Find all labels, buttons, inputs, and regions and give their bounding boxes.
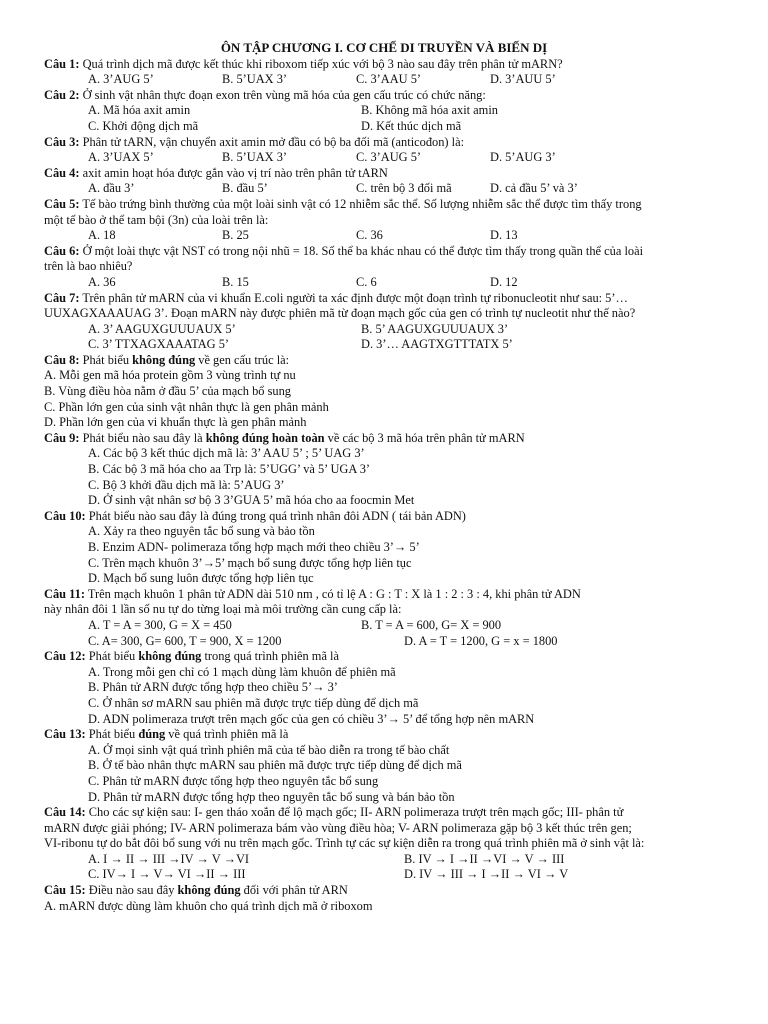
question-text: Phát biểu bbox=[79, 352, 133, 367]
question-label: Câu 5: bbox=[44, 196, 80, 211]
question-14-continued: mARN được giải phóng; IV- ARN polimeraza bám vào vùng điều hòa; V- ARN polimeraza gặp bộ 3 kết thúc trên gen; bbox=[44, 820, 632, 835]
page-title: ÔN TẬP CHƯƠNG I. CƠ CHẾ DI TRUYỀN VÀ BIẾN DỊ bbox=[220, 40, 548, 55]
question-2 bbox=[44, 88, 724, 104]
option-b: B. T = A = 600, G= X = 900 bbox=[361, 617, 502, 632]
question-13 bbox=[44, 727, 724, 743]
question-label: Câu 7: bbox=[44, 290, 80, 305]
question-label: Câu 12: bbox=[44, 649, 86, 664]
question-text: Ở sinh vật nhân thực đoạn exon trên vùng mã hóa của gen cấu trúc có chức năng: bbox=[79, 87, 486, 102]
option-a: A. 3’UAX 5’ bbox=[88, 150, 154, 165]
option-d: D. Kết thúc dịch mã bbox=[361, 118, 462, 133]
option-a: A. mARN được dùng làm khuôn cho quá trình dịch mã ở riboxom bbox=[44, 898, 373, 913]
option-b: B. Enzim ADN- polimeraza tổng hợp mạch mới theo chiều 3’→ 5’ bbox=[88, 540, 420, 554]
emphasis-text: không đúng bbox=[132, 352, 196, 367]
question-label: Câu 9: bbox=[44, 430, 80, 445]
question-text: axit amin hoạt hóa được gắn vào vị trí nào trên phân tử tARN bbox=[79, 165, 388, 180]
option-d: D. 3’AUU 5’ bbox=[490, 72, 556, 87]
question-4 bbox=[44, 166, 724, 182]
option-b: B. 15 bbox=[222, 274, 249, 289]
options-row bbox=[44, 867, 724, 883]
options-row bbox=[44, 852, 724, 868]
option-a: A. Mỗi gen mã hóa protein gồm 3 vùng trình tự nu bbox=[44, 368, 296, 383]
emphasis-text: không đúng bbox=[177, 883, 241, 898]
option-a: A. Trong mỗi gen chỉ có 1 mạch dùng làm khuôn để phiên mã bbox=[88, 664, 396, 679]
emphasis-text: không đúng bbox=[138, 649, 202, 664]
question-text: Quá trình dịch mã được kết thúc khi riboxom tiếp xúc với bộ 3 nào sau đây trên phân tử mARN? bbox=[79, 56, 563, 71]
question-7-continued: UUXAGXAAAUAG 3’. Đoạn mARN này được phiên mã từ đoạn mạch gốc của gen có trình tự nucleotit như thế nào? bbox=[44, 306, 636, 321]
question-14 bbox=[44, 805, 724, 821]
option-c: C. Ở nhân sơ mARN sau phiên mã được trực tiếp dùng để dịch mã bbox=[88, 695, 419, 710]
option-d: D. IV → III → I →II → VI → V bbox=[404, 867, 569, 882]
option-c: C. Phân tử mARN được tổng hợp theo nguyên tắc bổ sung bbox=[88, 773, 379, 788]
option-a: A. I → II → III →IV → V →VI bbox=[88, 851, 250, 866]
option-d: D. ADN polimeraza trượt trên mạch gốc của gen có chiều 3’→ 5’ để tổng hợp nên mARN bbox=[88, 711, 535, 726]
option-d: D. Mạch bổ sung luôn được tổng hợp liên tục bbox=[88, 571, 314, 586]
question-label: Câu 2: bbox=[44, 87, 80, 102]
question-text: trong quá trình phiên mã là bbox=[201, 649, 339, 664]
question-label: Câu 8: bbox=[44, 352, 80, 367]
option-a: A. đầu 3’ bbox=[88, 181, 135, 196]
question-label: Câu 3: bbox=[44, 134, 80, 149]
question-label: Câu 10: bbox=[44, 508, 86, 523]
option-b: B. đầu 5’ bbox=[222, 181, 268, 196]
option-c: C. 3’AUG 5’ bbox=[356, 150, 422, 165]
question-text: Phát biểu nào sau đây là bbox=[79, 430, 206, 445]
question-1 bbox=[44, 57, 724, 73]
option-d: D. 5’AUG 3’ bbox=[490, 150, 556, 165]
question-label: Câu 1: bbox=[44, 56, 80, 71]
option-a: A. 18 bbox=[88, 228, 116, 243]
question-text: Trên mạch khuôn 1 phân tử ADN dài 510 nm , có tỉ lệ A : G : T : X là 1 : 2 : 3 : 4, khi phân tử ADN bbox=[84, 586, 581, 601]
option-a: A. 3’AUG 5’ bbox=[88, 72, 154, 87]
question-label: Câu 4: bbox=[44, 165, 80, 180]
question-text: Ở một loài thực vật NST có trong nội nhũ = 18. Số thể ba khác nhau có thể được tìm thấy trong quần thể của loài bbox=[79, 243, 644, 258]
question-5-continued: một tế bào ở thể tam bội (3n) của loài trên là: bbox=[44, 212, 269, 227]
option-d: D. Phần lớn gen của vi khuẩn thực là gen phân mảnh bbox=[44, 415, 307, 430]
option-b: B. Ở tế bào nhân thực mARN sau phiên mã được trực tiếp dùng để dịch mã bbox=[88, 758, 462, 773]
option-c: C. Bộ 3 khởi đầu dịch mã là: 5’AUG 3’ bbox=[88, 477, 285, 492]
question-text: Trên phân tử mARN của vi khuẩn E.coli người ta xác định được một đoạn trình tự ribonucleotit như sau: 5’… bbox=[79, 290, 628, 305]
option-c: C. 3’AAU 5’ bbox=[356, 72, 422, 87]
question-text: về quá trình phiên mã là bbox=[165, 727, 289, 742]
options-row bbox=[44, 103, 724, 119]
question-text: Phân tử tARN, vận chuyển axit amin mở đầu có bộ ba đối mã (anticođon) là: bbox=[79, 134, 465, 149]
option-c: C. Phần lớn gen của sinh vật nhân thực là gen phân mảnh bbox=[44, 399, 329, 414]
question-6-continued: trên là bao nhiêu? bbox=[44, 259, 133, 274]
question-6 bbox=[44, 244, 724, 260]
question-text: Phát biểu bbox=[85, 727, 139, 742]
option-d: D. cả đầu 5’ và 3’ bbox=[490, 181, 578, 196]
options-row bbox=[44, 275, 724, 291]
option-b: B. 5’UAX 3’ bbox=[222, 150, 288, 165]
option-c: C. 3’ TTXAGXAAATAG 5’ bbox=[88, 337, 230, 352]
option-d: D. Ở sinh vật nhân sơ bộ 3 3’GUA 5’ mã hóa cho aa foocmin Met bbox=[88, 493, 415, 508]
options-row bbox=[44, 181, 724, 197]
option-d: D. 12 bbox=[490, 274, 518, 289]
option-c: C. Trên mạch khuôn 3’→5’ mạch bổ sung được tổng hợp liên tục bbox=[88, 555, 412, 570]
options-row bbox=[44, 228, 724, 244]
option-c: C. A= 300, G= 600, T = 900, X = 1200 bbox=[88, 633, 282, 648]
option-a: A. 36 bbox=[88, 274, 116, 289]
question-label: Câu 6: bbox=[44, 243, 80, 258]
option-b: B. 5’ AAGUXGUUUAUX 3’ bbox=[361, 321, 509, 336]
option-a: A. Mã hóa axit amin bbox=[88, 103, 191, 118]
question-text: Phát biểu bbox=[85, 649, 139, 664]
options-row bbox=[44, 322, 724, 338]
options-row bbox=[44, 72, 724, 88]
options-row bbox=[44, 337, 724, 353]
question-5 bbox=[44, 197, 724, 213]
option-b: B. IV → I →II →VI → V → III bbox=[404, 851, 565, 866]
options-row bbox=[44, 634, 724, 650]
question-label: Câu 13: bbox=[44, 727, 86, 742]
option-b: B. Phân tử ARN được tổng hợp theo chiều 5’→ 3’ bbox=[88, 680, 338, 695]
question-text: Cho các sự kiện sau: I- gen tháo xoắn để lộ mạch gốc; II- ARN polimeraza trượt trên mạch gốc; III- phân tử bbox=[85, 805, 624, 820]
question-8 bbox=[44, 353, 724, 369]
question-15 bbox=[44, 883, 724, 899]
option-b: B. Không mã hóa axit amin bbox=[361, 103, 498, 118]
question-text: Tế bào trứng bình thường của một loài sinh vật có 12 nhiễm sắc thể. Số lượng nhiễm sắc thể được tìm thấy trong bbox=[79, 196, 642, 211]
option-d: D. Phân tử mARN được tổng hợp theo nguyên tắc bổ sung và bán bảo tồn bbox=[88, 789, 455, 804]
option-a: A. Ở mọi sinh vật quá trình phiên mã của tế bào diễn ra trong tế bào chất bbox=[88, 742, 450, 757]
question-label: Câu 11: bbox=[44, 586, 85, 601]
options-row bbox=[44, 618, 724, 634]
question-text: Phát biểu nào sau đây là đúng trong quá trình nhân đôi ADN ( tái bản ADN) bbox=[85, 508, 466, 523]
option-b: B. Các bộ 3 mã hóa cho aa Trp là: 5’UGG’ và 5’ UGA 3’ bbox=[88, 462, 371, 477]
question-14-continued: VI-ribonu tự do bắt đôi bổ sung với nu trên mạch gốc. Trình tự các sự kiện diễn ra trong quá trình phiên mã ở sinh vật là: bbox=[44, 836, 645, 851]
question-3 bbox=[44, 135, 724, 151]
question-label: Câu 14: bbox=[44, 805, 86, 820]
option-b: B. Vùng điều hòa nằm ở đầu 5’ của mạch bổ sung bbox=[44, 384, 291, 399]
options-row bbox=[44, 150, 724, 166]
option-a: A. Các bộ 3 kết thúc dịch mã là: 3’ AAU 5’ ; 5’ UAG 3’ bbox=[88, 446, 365, 461]
question-text: về các bộ 3 mã hóa trên phân tử mARN bbox=[324, 430, 525, 445]
option-c: C. 6 bbox=[356, 274, 377, 289]
emphasis-text: không đúng hoàn toàn bbox=[205, 430, 325, 445]
question-text: về gen cấu trúc là: bbox=[195, 352, 290, 367]
question-11 bbox=[44, 587, 724, 603]
question-text: Điều nào sau đây bbox=[85, 883, 178, 898]
question-10 bbox=[44, 509, 724, 525]
option-d: D. A = T = 1200, G = x = 1800 bbox=[404, 633, 558, 648]
option-c: C. IV→ I → V→ VI →II → III bbox=[88, 867, 246, 882]
question-11-continued: này nhân đôi 1 lần số nu tự do từng loại mà môi trường cần cung cấp là: bbox=[44, 602, 402, 617]
option-c: C. Khởi động dịch mã bbox=[88, 118, 199, 133]
question-label: Câu 15: bbox=[44, 883, 86, 898]
option-d: D. 3’… AAGTXGTTTATX 5’ bbox=[361, 337, 513, 352]
option-b: B. 5’UAX 3’ bbox=[222, 72, 288, 87]
option-a: A. T = A = 300, G = X = 450 bbox=[88, 617, 232, 632]
question-text: đối với phân tử ARN bbox=[240, 883, 348, 898]
option-d: D. 13 bbox=[490, 228, 518, 243]
option-a: A. Xảy ra theo nguyên tắc bổ sung và bảo tồn bbox=[88, 524, 315, 539]
option-b: B. 25 bbox=[222, 228, 249, 243]
option-a: A. 3’ AAGUXGUUUAUX 5’ bbox=[88, 321, 236, 336]
option-c: C. trên bộ 3 đối mã bbox=[356, 181, 452, 196]
question-9 bbox=[44, 431, 724, 447]
question-7 bbox=[44, 291, 724, 307]
option-c: C. 36 bbox=[356, 228, 383, 243]
options-row bbox=[44, 119, 724, 135]
question-12 bbox=[44, 649, 724, 665]
emphasis-text: đúng bbox=[138, 727, 166, 742]
